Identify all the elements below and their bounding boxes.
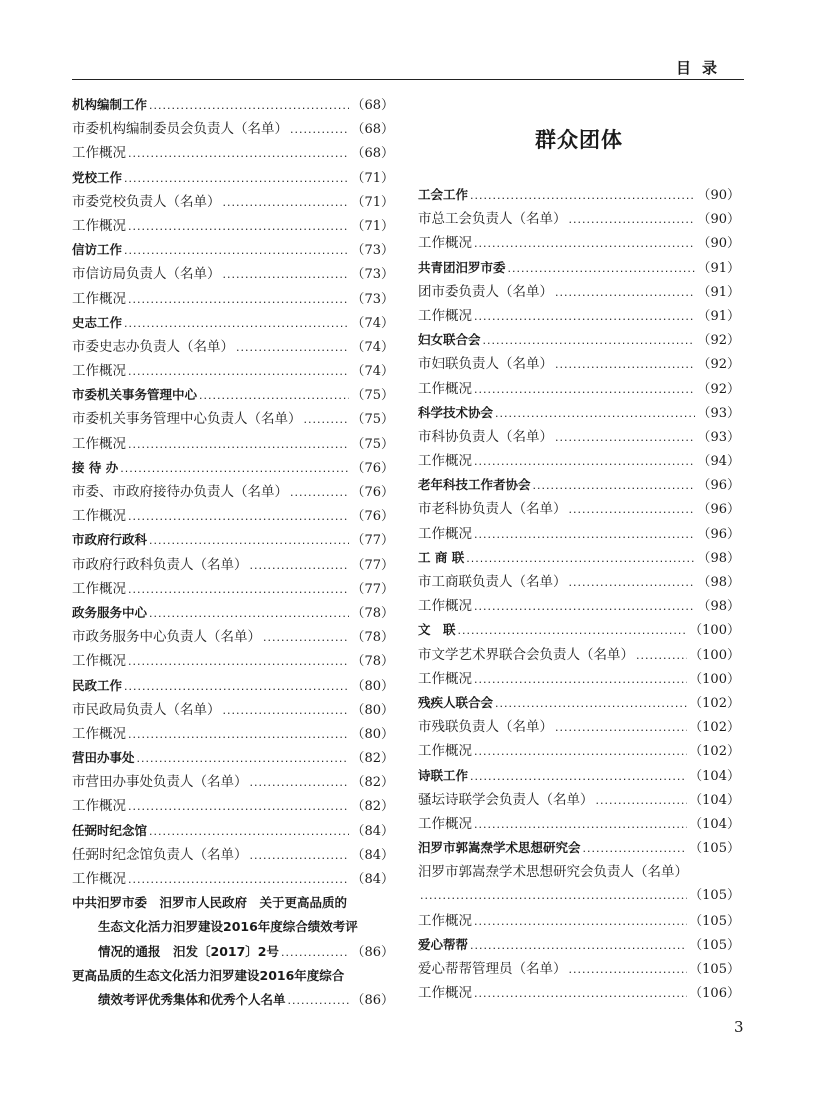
dot-leader	[128, 650, 349, 674]
toc-entry-title: 绩效考评优秀集体和优秀个人名单	[98, 991, 286, 1007]
toc-section-entry[interactable]	[418, 183, 740, 207]
dot-leader	[128, 433, 349, 457]
dot-leader	[458, 619, 688, 643]
toc-entry[interactable]	[72, 843, 394, 867]
toc-entry[interactable]	[72, 625, 394, 649]
toc-entry[interactable]	[418, 812, 740, 836]
dot-leader	[555, 426, 695, 450]
toc-entry-title: 工作概况	[72, 508, 126, 525]
toc-entry[interactable]	[418, 788, 740, 812]
dot-leader	[569, 571, 696, 595]
toc-entry-title: 市残联负责人（名单）	[418, 719, 553, 736]
toc-entry[interactable]	[418, 377, 740, 401]
toc-entry-title: 任弼时纪念馆	[72, 822, 148, 838]
toc-entry-page: （ 92 ）	[697, 329, 740, 353]
toc-entry[interactable]	[72, 577, 394, 601]
toc-entry-title: 信访工作	[72, 242, 123, 258]
toc-entry-title: 市营田办事处负责人（名单）	[72, 774, 248, 791]
toc-entry[interactable]	[72, 407, 394, 431]
toc-entry-title: 汨罗市郭嵩焘学术思想研究会	[418, 840, 581, 856]
dot-leader	[128, 795, 349, 819]
toc-entry-page: （ 82 ）	[351, 771, 394, 795]
toc-entry[interactable]	[418, 425, 740, 449]
dot-leader	[250, 771, 350, 795]
toc-entry-title: 市政务服务中心负责人（名单）	[72, 629, 261, 646]
toc-entry-title: 爱心帮帮管理员（名单）	[418, 961, 567, 977]
toc-entry[interactable]	[72, 940, 394, 964]
toc-entry-page: （ 76 ）	[351, 481, 394, 505]
dot-leader	[466, 547, 695, 571]
toc-entry-page: （ 96 ）	[697, 498, 740, 522]
dot-leader	[583, 837, 688, 861]
toc-entry-title: 市委党校负责人（名单）	[72, 193, 221, 210]
dot-leader	[137, 747, 350, 771]
toc-entry-title: 任弼时纪念馆负责人（名单）	[72, 846, 248, 863]
toc-entry-title: 工作概况	[418, 912, 472, 929]
toc-entry-title: 工作概况	[72, 725, 126, 742]
toc-entry-page: （ 91 ）	[697, 257, 740, 281]
toc-entry-page: （ 86 ）	[351, 941, 394, 965]
dot-leader	[290, 118, 349, 142]
toc-entry-page: （ 75 ）	[351, 384, 394, 408]
toc-entry-title: 工作概况	[72, 653, 126, 670]
dot-leader	[474, 378, 695, 402]
toc-entry-title: 工作概况	[72, 145, 126, 162]
toc-entry-title: 党校工作	[72, 169, 123, 185]
toc-entry-title: 市委机构编制委员会负责人（名单）	[72, 121, 288, 138]
toc-entry-title: 市妇联负责人（名单）	[418, 356, 553, 373]
toc-entry-page: （ 100 ）	[689, 644, 740, 668]
toc-entry-page: （ 90 ）	[697, 184, 740, 208]
toc-entry[interactable]	[72, 141, 394, 165]
toc-entry-page: （ 92 ）	[697, 378, 740, 402]
toc-section-entry[interactable]	[72, 383, 394, 407]
dot-leader	[236, 336, 349, 360]
toc-section-entry[interactable]	[72, 528, 394, 552]
toc-entry[interactable]	[418, 739, 740, 763]
toc-entry-page: （ 98 ）	[697, 595, 740, 619]
toc-entry[interactable]	[72, 287, 394, 311]
toc-entry-page: （ 71 ）	[351, 191, 394, 215]
toc-entry-page: （ 76 ）	[351, 457, 394, 481]
toc-entry-page: （ 90 ）	[697, 208, 740, 232]
dot-leader	[555, 281, 695, 305]
toc-notice-line: 生态文化活力汨罗建设2016年度综合绩效考评	[98, 919, 358, 935]
dot-leader	[474, 232, 695, 256]
toc-entry-page: （ 80 ）	[351, 675, 394, 699]
toc-entry[interactable]	[72, 867, 394, 891]
toc-entry-page: （ 77 ）	[351, 529, 394, 553]
toc-entry-title: 政务服务中心	[72, 604, 148, 620]
toc-section-entry[interactable]	[418, 836, 740, 860]
toc-left-column	[72, 93, 394, 1012]
dot-leader	[569, 498, 696, 522]
dot-leader	[128, 505, 349, 529]
toc-entry-page: （ 86 ）	[351, 989, 394, 1013]
dot-leader	[199, 384, 349, 408]
toc-section-entry[interactable]	[418, 933, 740, 957]
toc-entry-page: （ 91 ）	[697, 305, 740, 329]
dot-leader	[223, 191, 350, 215]
toc-entry-page: （ 93 ）	[697, 426, 740, 450]
toc-entry-title: 工作概况	[72, 290, 126, 307]
toc-entry-title: 史志工作	[72, 314, 123, 330]
toc-entry-title: 市科协负责人（名单）	[418, 428, 553, 445]
toc-entry[interactable]	[72, 262, 394, 286]
toc-entry-page: （ 75 ）	[351, 433, 394, 457]
toc-entry[interactable]	[418, 207, 740, 231]
toc-entry-page: （ 100 ）	[689, 668, 740, 692]
toc-entry-page: （ 104 ）	[689, 813, 740, 837]
dot-leader	[304, 408, 350, 432]
dot-leader	[250, 554, 350, 578]
toc-entry-page: （ 77 ）	[351, 554, 394, 578]
toc-notice-line: 中共汨罗市委 汨罗市人民政府 关于更高品质的	[72, 895, 348, 911]
toc-entry[interactable]	[418, 909, 740, 933]
toc-entry[interactable]	[72, 190, 394, 214]
toc-entry-page: （ 73 ）	[351, 288, 394, 312]
dot-leader	[290, 481, 349, 505]
toc-entry[interactable]	[72, 117, 394, 141]
toc-entry-title: 工作概况	[418, 380, 472, 397]
toc-entry[interactable]	[72, 698, 394, 722]
dot-leader	[495, 402, 695, 426]
dot-leader	[636, 644, 687, 668]
toc-entry-title: 科学技术协会	[418, 404, 494, 420]
toc-entry-title: 残疾人联合会	[418, 694, 494, 710]
dot-leader	[128, 288, 349, 312]
toc-section-entry[interactable]	[418, 618, 740, 642]
dot-leader	[124, 312, 349, 336]
dot-leader	[508, 257, 696, 281]
toc-entry-page: （ 78 ）	[351, 650, 394, 674]
toc-entry-page: （ 82 ）	[351, 747, 394, 771]
toc-entry-page: （ 91 ）	[697, 281, 740, 305]
toc-entry-title: 工作概况	[72, 217, 126, 234]
toc-entry-page: （ 73 ）	[351, 263, 394, 287]
toc-entry-title: 市委史志办负责人（名单）	[72, 338, 234, 355]
toc-entry-title: 市委、市政府接待办负责人（名单）	[72, 484, 288, 500]
toc-entry[interactable]	[418, 981, 740, 1005]
dot-leader	[149, 94, 349, 118]
toc-entry-page: （ 96 ）	[697, 523, 740, 547]
toc-section-entry[interactable]	[72, 746, 394, 770]
dot-leader	[474, 910, 687, 934]
toc-entry-title: 市总工会负责人（名单）	[418, 211, 567, 228]
toc-entry[interactable]	[72, 504, 394, 528]
toc-entry-title: 市文学艺术界联合会负责人（名单）	[418, 646, 634, 663]
toc-entry[interactable]	[72, 359, 394, 383]
toc-section-entry[interactable]	[418, 764, 740, 788]
toc-entry-title: 团市委负责人（名单）	[418, 283, 553, 300]
toc-entry-page: （ 68 ）	[351, 94, 394, 118]
toc-section-entry[interactable]	[418, 546, 740, 570]
toc-entry[interactable]	[418, 352, 740, 376]
toc-entry-title: 老年科技工作者协会	[418, 477, 531, 493]
toc-entry-title: 工作概况	[72, 435, 126, 452]
toc-entry-page: （ 75 ）	[351, 408, 394, 432]
toc-entry-title: 营田办事处	[72, 750, 135, 766]
dot-leader	[263, 626, 349, 650]
toc-entry-title: 市委机关事务管理中心	[72, 387, 198, 403]
toc-section-entry[interactable]	[72, 311, 394, 335]
toc-entry-page: （ 102 ）	[689, 716, 740, 740]
toc-entry-title: 市老科协负责人（名单）	[418, 501, 567, 518]
toc-entry-title: 爱心帮帮	[418, 936, 469, 952]
toc-entry-page: （ 77 ）	[351, 578, 394, 602]
toc-entry[interactable]	[418, 884, 740, 908]
dot-leader	[569, 958, 688, 982]
toc-entry-title: 机构编制工作	[72, 97, 148, 112]
toc-entry-title: 工作概况	[418, 453, 472, 470]
toc-entry-page: （ 92 ）	[697, 353, 740, 377]
header-rule	[72, 79, 744, 80]
toc-entry-title: 妇女联合会	[418, 332, 481, 348]
toc-entry-page: （ 80 ）	[351, 699, 394, 723]
toc-section-entry[interactable]	[72, 456, 394, 480]
toc-entry-page: （ 104 ）	[689, 789, 740, 813]
dot-leader	[223, 699, 350, 723]
dot-leader	[281, 941, 349, 965]
dot-leader	[128, 360, 349, 384]
toc-section-entry[interactable]	[72, 93, 394, 117]
toc-entry-title: 工作概况	[72, 363, 126, 380]
toc-entry-title: 工作概况	[418, 985, 472, 1002]
dot-leader	[288, 989, 350, 1013]
toc-entry-page: （ 68 ）	[351, 142, 394, 166]
toc-entry[interactable]	[418, 497, 740, 521]
toc-entry-title: 工作概况	[72, 580, 126, 597]
toc-entry-title: 文 联	[418, 622, 456, 638]
toc-entry-title: 工作概况	[418, 598, 472, 615]
dot-leader	[474, 450, 695, 474]
dot-leader	[470, 934, 687, 958]
dot-leader	[474, 305, 695, 329]
toc-entry-title: 共青团汨罗市委	[418, 259, 506, 275]
toc-entry-page: （ 71 ）	[351, 215, 394, 239]
toc-entry-page: （ 71 ）	[351, 167, 394, 191]
toc-entry-page: （ 82 ）	[351, 795, 394, 819]
toc-entry-title: 市政府行政科	[72, 532, 148, 548]
toc-entry-page: （ 104 ）	[689, 765, 740, 789]
toc-entry-page: （ 73 ）	[351, 239, 394, 263]
toc-entry-title: 工作概况	[72, 871, 126, 887]
toc-entry-title: 市民政局负责人（名单）	[72, 701, 221, 718]
toc-entry-title: 工 商 联	[418, 549, 465, 565]
toc-entry[interactable]	[418, 643, 740, 667]
dot-leader	[223, 263, 350, 287]
dot-leader	[474, 982, 687, 1006]
toc-entry-page: （ 84 ）	[351, 844, 394, 868]
toc-notice-line: 更高品质的生态文化活力汨罗建设2016年度综合	[72, 967, 345, 983]
toc-entry[interactable]	[72, 988, 394, 1012]
toc-entry-page: （ 105 ）	[689, 884, 740, 908]
toc-entry-page: （ 84 ）	[351, 820, 394, 844]
toc-entry[interactable]	[72, 794, 394, 818]
toc-entry-title: 市委机关事务管理中心负责人（名单）	[72, 411, 302, 428]
dot-leader	[250, 844, 350, 868]
toc-entry-page: （ 100 ）	[689, 619, 740, 643]
toc-entry-page: （ 78 ）	[351, 626, 394, 650]
toc-entry-page: （ 106 ）	[689, 982, 740, 1006]
toc-entry[interactable]	[418, 957, 740, 981]
toc-section-entry[interactable]	[418, 691, 740, 715]
dot-leader	[474, 740, 687, 764]
toc-section-entry[interactable]	[418, 256, 740, 280]
toc-section-entry[interactable]	[418, 473, 740, 497]
toc-entry[interactable]	[72, 432, 394, 456]
toc-entry[interactable]	[72, 770, 394, 794]
toc-entry-page: （ 74 ）	[351, 360, 394, 384]
toc-entry-title: 工作概况	[418, 235, 472, 252]
toc-entry-page: （ 68 ）	[351, 118, 394, 142]
toc-entry[interactable]	[72, 480, 394, 504]
toc-entry-page: （ 76 ）	[351, 505, 394, 529]
toc-entry-title: 市政府行政科负责人（名单）	[72, 556, 248, 573]
page-header-title: 目录	[675, 59, 728, 77]
toc-entry-title: 工作概况	[418, 307, 472, 324]
toc-entry-title: 汨罗市郭嵩焘学术思想研究会负责人（名单）	[418, 864, 688, 881]
dot-leader	[474, 523, 695, 547]
toc-entry-page: （ 90 ）	[697, 232, 740, 256]
toc-entry-page: （ 98 ）	[697, 571, 740, 595]
toc-entry[interactable]	[418, 231, 740, 255]
toc-entry[interactable]	[418, 667, 740, 691]
toc-entry-page: （ 105 ）	[689, 910, 740, 934]
toc-entry-page: （ 102 ）	[689, 692, 740, 716]
toc-entry-title: 民政工作	[72, 677, 123, 693]
section-title: 群众团体	[535, 127, 623, 152]
dot-leader	[569, 208, 696, 232]
toc-entry-page: （ 80 ）	[351, 723, 394, 747]
toc-entry[interactable]	[418, 594, 740, 618]
toc-entry-page: （ 98 ）	[697, 547, 740, 571]
dot-leader	[124, 239, 349, 263]
dot-leader	[470, 765, 687, 789]
dot-leader	[420, 884, 687, 908]
dot-leader	[555, 716, 687, 740]
toc-entry-title: 工作概况	[418, 525, 472, 542]
toc-section-entry[interactable]	[72, 238, 394, 262]
toc-entry-title: 情况的通报 汨发〔2017〕2号	[98, 943, 279, 959]
dot-leader	[483, 329, 696, 353]
toc-entry[interactable]	[418, 715, 740, 739]
toc-entry-title: 诗联工作	[418, 767, 469, 783]
dot-leader	[128, 578, 349, 602]
toc-entry-page: （ 78 ）	[351, 602, 394, 626]
toc-entry-title: 市信访局负责人（名单）	[72, 266, 221, 283]
dot-leader	[128, 215, 349, 239]
toc-section-entry[interactable]	[72, 819, 394, 843]
toc-entry-page: （ 105 ）	[689, 837, 740, 861]
dot-leader	[149, 529, 349, 553]
toc-entry[interactable]	[418, 449, 740, 473]
toc-entry[interactable]	[72, 722, 394, 746]
toc-section-entry[interactable]	[418, 328, 740, 352]
toc-entry-page: （ 74 ）	[351, 336, 394, 360]
dot-leader	[470, 184, 695, 208]
dot-leader	[533, 474, 696, 498]
dot-leader	[128, 868, 349, 892]
dot-leader	[124, 167, 349, 191]
page-number: 3	[734, 1018, 744, 1036]
toc-entry-page: （ 96 ）	[697, 474, 740, 498]
toc-entry[interactable]	[418, 570, 740, 594]
dot-leader	[555, 353, 695, 377]
dot-leader	[149, 820, 349, 844]
toc-entry-title: 工作概况	[418, 670, 472, 687]
toc-entry-page: （ 84 ）	[351, 868, 394, 892]
toc-entry-title: 工作概况	[418, 815, 472, 832]
toc-entry[interactable]	[418, 522, 740, 546]
dot-leader	[124, 675, 349, 699]
toc-entry-title: 工会工作	[418, 187, 469, 202]
toc-entry-title: 工作概况	[72, 798, 126, 815]
toc-section-entry[interactable]	[72, 166, 394, 190]
dot-leader	[495, 692, 687, 716]
dot-leader	[474, 595, 695, 619]
toc-entry[interactable]	[418, 304, 740, 328]
toc-entry-page: （ 74 ）	[351, 312, 394, 336]
toc-entry-page: （ 94 ）	[697, 450, 740, 474]
toc-entry-title: 骚坛诗联学会负责人（名单）	[418, 791, 594, 808]
toc-right-column	[418, 183, 740, 1005]
dot-leader	[596, 789, 688, 813]
toc-entry[interactable]	[72, 553, 394, 577]
toc-entry-page: （ 105 ）	[689, 934, 740, 958]
toc-entry[interactable]	[72, 214, 394, 238]
toc-entry-page: （ 105 ）	[689, 958, 740, 982]
toc-entry-page: （ 93 ）	[697, 402, 740, 426]
dot-leader	[128, 723, 349, 747]
dot-leader	[128, 142, 349, 166]
dot-leader	[474, 668, 687, 692]
dot-leader	[474, 813, 687, 837]
toc-section-entry[interactable]	[72, 601, 394, 625]
toc-entry[interactable]	[72, 649, 394, 673]
toc-section-entry[interactable]	[418, 401, 740, 425]
toc-entry-title: 接 待 办	[72, 459, 119, 475]
toc-entry[interactable]	[72, 335, 394, 359]
dot-leader	[149, 602, 349, 626]
toc-entry-title: 工作概况	[418, 743, 472, 760]
dot-leader	[120, 457, 349, 481]
toc-section-entry[interactable]	[72, 674, 394, 698]
toc-entry-page: （ 102 ）	[689, 740, 740, 764]
toc-entry[interactable]	[418, 280, 740, 304]
toc-entry-title: 市工商联负责人（名单）	[418, 574, 567, 590]
